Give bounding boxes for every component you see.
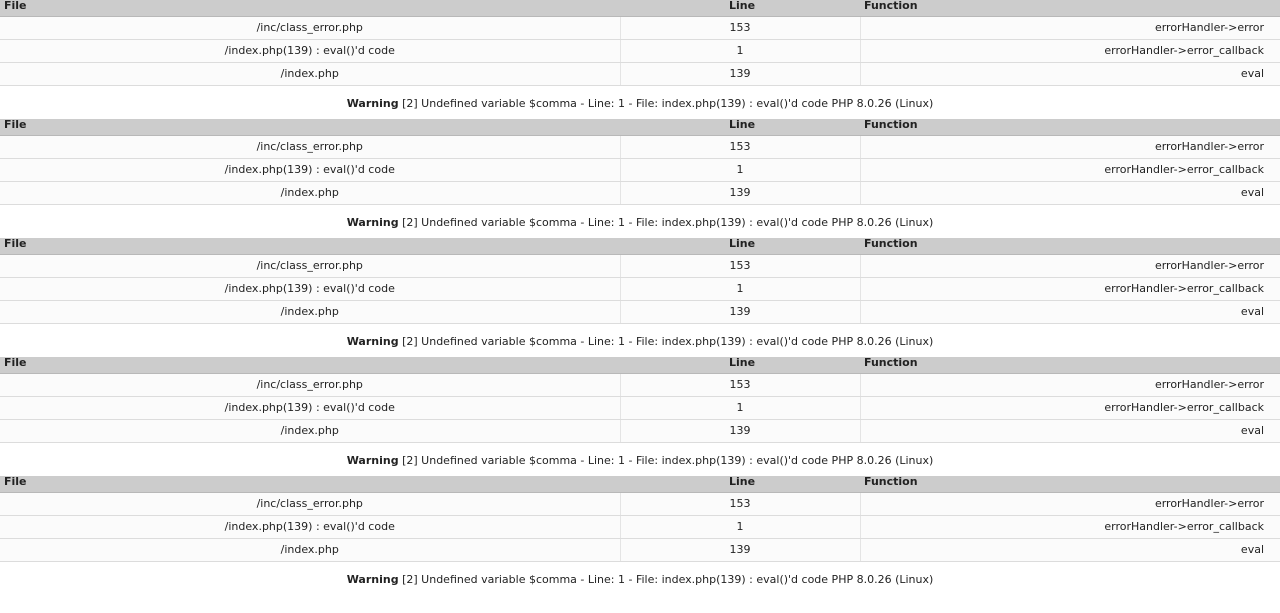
- warning-message: [0, 205, 1280, 238]
- column-header-function: Function: [860, 119, 1280, 136]
- warning-message: [0, 562, 1280, 595]
- cell-file: /inc/class_error.php: [0, 255, 620, 278]
- backtrace-table: [0, 238, 1280, 324]
- table-row: [0, 182, 1280, 205]
- column-header-line: Line: [620, 476, 860, 493]
- column-header-line: Line: [620, 0, 860, 17]
- cell-function: eval: [860, 420, 1280, 443]
- cell-function: errorHandler->error: [860, 493, 1280, 516]
- table-row: [0, 40, 1280, 63]
- cell-line: 153: [620, 493, 860, 516]
- cell-line: 139: [620, 420, 860, 443]
- column-header-function: Function: [860, 0, 1280, 17]
- table-row: [0, 516, 1280, 539]
- cell-function: errorHandler->error: [860, 17, 1280, 40]
- cell-function: eval: [860, 539, 1280, 562]
- column-header-function: Function: [860, 357, 1280, 374]
- cell-file: /index.php(139) : eval()'d code: [0, 397, 620, 420]
- cell-file: /index.php: [0, 539, 620, 562]
- warning-label: Warning: [346, 216, 399, 229]
- cell-file: /index.php(139) : eval()'d code: [0, 159, 620, 182]
- warning-message: [0, 324, 1280, 357]
- cell-file: /inc/class_error.php: [0, 374, 620, 397]
- cell-line: 153: [620, 374, 860, 397]
- cell-file: /index.php: [0, 301, 620, 324]
- backtrace-table: [0, 476, 1280, 562]
- warning-message: [0, 443, 1280, 476]
- cell-file: /index.php(139) : eval()'d code: [0, 40, 620, 63]
- cell-file: /index.php: [0, 182, 620, 205]
- cell-function: errorHandler->error_callback: [860, 159, 1280, 182]
- backtrace-table: [0, 119, 1280, 205]
- table-row: [0, 278, 1280, 301]
- cell-function: errorHandler->error_callback: [860, 278, 1280, 301]
- warning-label: Warning: [346, 97, 399, 110]
- cell-file: /index.php: [0, 63, 620, 86]
- table-row: [0, 539, 1280, 562]
- table-header-row: [0, 357, 1280, 374]
- cell-line: 1: [620, 516, 860, 539]
- column-header-file: File: [0, 238, 620, 255]
- cell-function: errorHandler->error_callback: [860, 516, 1280, 539]
- cell-line: 153: [620, 17, 860, 40]
- cell-line: 139: [620, 63, 860, 86]
- cell-file: /inc/class_error.php: [0, 136, 620, 159]
- column-header-function: Function: [860, 476, 1280, 493]
- table-header-row: [0, 119, 1280, 136]
- cell-line: 1: [620, 40, 860, 63]
- table-row: [0, 159, 1280, 182]
- column-header-line: Line: [620, 238, 860, 255]
- column-header-line: Line: [620, 357, 860, 374]
- table-row: [0, 374, 1280, 397]
- cell-function: errorHandler->error: [860, 255, 1280, 278]
- cell-line: 153: [620, 255, 860, 278]
- table-header-row: [0, 0, 1280, 17]
- warning-text: [2] Undefined variable $comma - Line: 1 - File: index.php(139) : eval()'d code PHP 8.0.26 (Linux): [398, 335, 934, 348]
- table-header-row: [0, 476, 1280, 493]
- warning-text: [2] Undefined variable $comma - Line: 1 - File: index.php(139) : eval()'d code PHP 8.0.26 (Linux): [398, 573, 934, 586]
- backtrace-table: [0, 357, 1280, 443]
- table-header-row: [0, 238, 1280, 255]
- cell-file: /index.php: [0, 420, 620, 443]
- column-header-file: File: [0, 0, 620, 17]
- warning-text: [2] Undefined variable $comma - Line: 1 - File: index.php(139) : eval()'d code PHP 8.0.26 (Linux): [398, 454, 934, 467]
- cell-file: /index.php(139) : eval()'d code: [0, 516, 620, 539]
- cell-function: eval: [860, 182, 1280, 205]
- cell-function: eval: [860, 301, 1280, 324]
- column-header-file: File: [0, 357, 620, 374]
- table-row: [0, 301, 1280, 324]
- table-row: [0, 17, 1280, 40]
- cell-file: /inc/class_error.php: [0, 17, 620, 40]
- cell-function: errorHandler->error_callback: [860, 40, 1280, 63]
- backtrace-table: [0, 0, 1280, 86]
- cell-line: 139: [620, 182, 860, 205]
- cell-file: /index.php(139) : eval()'d code: [0, 278, 620, 301]
- column-header-file: File: [0, 476, 620, 493]
- cell-file: /inc/class_error.php: [0, 493, 620, 516]
- column-header-function: Function: [860, 238, 1280, 255]
- warning-message: [0, 86, 1280, 119]
- column-header-line: Line: [620, 119, 860, 136]
- warning-label: Warning: [346, 335, 399, 348]
- cell-line: 1: [620, 159, 860, 182]
- cell-function: errorHandler->error: [860, 136, 1280, 159]
- table-row: [0, 63, 1280, 86]
- cell-function: errorHandler->error_callback: [860, 397, 1280, 420]
- warning-text: [2] Undefined variable $comma - Line: 1 - File: index.php(139) : eval()'d code PHP 8.0.26 (Linux): [398, 97, 934, 110]
- cell-line: 139: [620, 301, 860, 324]
- cell-line: 1: [620, 278, 860, 301]
- cell-line: 153: [620, 136, 860, 159]
- cell-line: 139: [620, 539, 860, 562]
- column-header-file: File: [0, 119, 620, 136]
- table-row: [0, 397, 1280, 420]
- warning-text: [2] Undefined variable $comma - Line: 1 - File: index.php(139) : eval()'d code PHP 8.0.26 (Linux): [398, 216, 934, 229]
- cell-function: errorHandler->error: [860, 374, 1280, 397]
- cell-function: eval: [860, 63, 1280, 86]
- table-row: [0, 420, 1280, 443]
- warning-label: Warning: [346, 454, 399, 467]
- cell-line: 1: [620, 397, 860, 420]
- table-row: [0, 136, 1280, 159]
- warning-label: Warning: [346, 573, 399, 586]
- table-row: [0, 255, 1280, 278]
- table-row: [0, 493, 1280, 516]
